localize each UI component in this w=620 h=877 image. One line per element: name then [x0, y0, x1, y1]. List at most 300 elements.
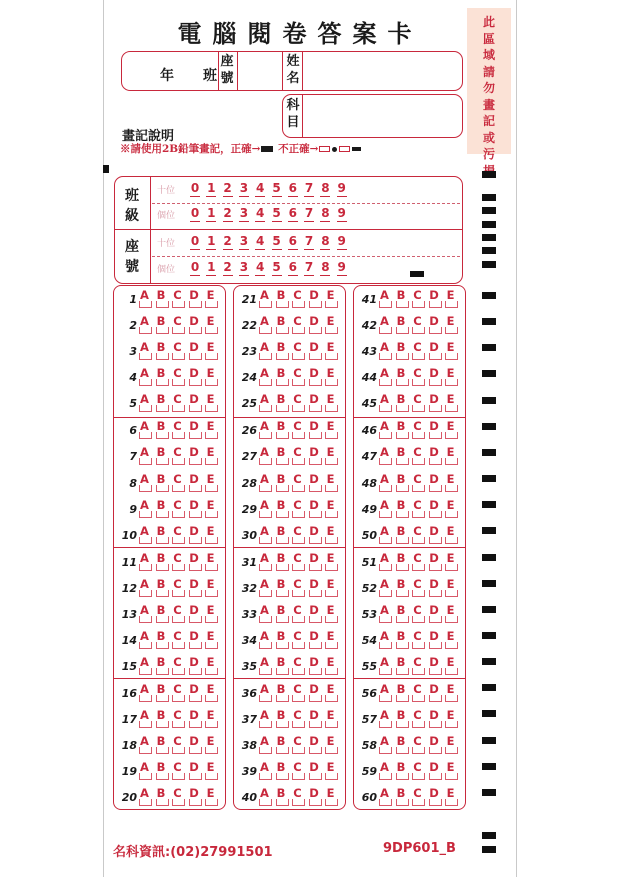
answer-option[interactable]: B — [156, 288, 166, 302]
answer-option[interactable]: E — [206, 681, 215, 696]
answer-bubble[interactable] — [292, 747, 305, 754]
answer-option[interactable]: E — [326, 734, 335, 749]
answer-bubble[interactable] — [309, 747, 322, 754]
digit-option[interactable]: 5 — [272, 234, 281, 248]
answer-bubble[interactable] — [325, 668, 338, 675]
answer-option[interactable]: D — [189, 576, 199, 591]
answer-option[interactable]: D — [309, 314, 319, 329]
answer-option[interactable]: D — [429, 340, 439, 355]
answer-bubble[interactable] — [189, 747, 202, 754]
digit-option[interactable]: 9 — [337, 234, 346, 248]
answer-bubble[interactable] — [396, 564, 409, 571]
answer-option[interactable]: C — [293, 550, 302, 565]
answer-bubble[interactable] — [325, 721, 338, 728]
answer-option[interactable]: B — [276, 471, 286, 486]
answer-option[interactable]: B — [396, 497, 406, 512]
answer-option[interactable]: D — [189, 602, 199, 617]
answer-option[interactable]: A — [260, 471, 269, 486]
answer-bubble[interactable] — [396, 773, 409, 780]
answer-bubble[interactable] — [292, 642, 305, 649]
answer-option[interactable]: A — [140, 392, 149, 407]
answer-bubble[interactable] — [205, 301, 218, 308]
digit-option[interactable]: 8 — [321, 260, 330, 274]
answer-option[interactable]: D — [309, 708, 319, 722]
answer-option[interactable]: A — [260, 445, 269, 460]
answer-option[interactable]: B — [156, 366, 166, 381]
answer-option[interactable]: D — [429, 655, 439, 669]
answer-option[interactable]: C — [413, 497, 422, 512]
answer-bubble[interactable] — [205, 537, 218, 544]
answer-option[interactable]: B — [276, 708, 286, 722]
answer-option[interactable]: B — [276, 497, 286, 512]
answer-option[interactable]: C — [173, 497, 182, 512]
answer-option[interactable]: A — [380, 550, 389, 565]
answer-bubble[interactable] — [292, 721, 305, 728]
answer-option[interactable]: A — [380, 445, 389, 460]
answer-bubble[interactable] — [156, 458, 169, 465]
digit-option[interactable]: 5 — [272, 181, 281, 195]
answer-option[interactable]: A — [380, 628, 389, 643]
answer-bubble[interactable] — [172, 301, 185, 308]
answer-bubble[interactable] — [412, 353, 425, 360]
answer-bubble[interactable] — [445, 301, 458, 308]
answer-option[interactable]: B — [396, 419, 406, 434]
answer-bubble[interactable] — [325, 485, 338, 492]
answer-option[interactable]: B — [276, 602, 286, 617]
answer-option[interactable]: E — [206, 655, 215, 669]
answer-option[interactable]: C — [413, 366, 422, 381]
answer-bubble[interactable] — [139, 695, 152, 702]
answer-bubble[interactable] — [309, 721, 322, 728]
answer-bubble[interactable] — [172, 353, 185, 360]
answer-option[interactable]: C — [413, 288, 422, 302]
answer-option[interactable]: C — [293, 576, 302, 591]
answer-bubble[interactable] — [379, 485, 392, 492]
answer-bubble[interactable] — [259, 616, 272, 623]
answer-option[interactable]: D — [309, 340, 319, 355]
answer-bubble[interactable] — [396, 590, 409, 597]
answer-option[interactable]: B — [156, 550, 166, 565]
answer-bubble[interactable] — [276, 511, 289, 518]
answer-bubble[interactable] — [189, 695, 202, 702]
answer-option[interactable]: C — [173, 786, 182, 801]
answer-option[interactable]: C — [413, 655, 422, 669]
answer-option[interactable]: A — [140, 708, 149, 722]
answer-bubble[interactable] — [325, 642, 338, 649]
answer-bubble[interactable] — [429, 485, 442, 492]
answer-option[interactable]: A — [380, 655, 389, 669]
answer-bubble[interactable] — [205, 642, 218, 649]
answer-option[interactable]: B — [276, 523, 286, 538]
answer-option[interactable]: C — [293, 523, 302, 538]
answer-bubble[interactable] — [139, 773, 152, 780]
answer-bubble[interactable] — [396, 485, 409, 492]
answer-bubble[interactable] — [139, 642, 152, 649]
answer-option[interactable]: D — [309, 786, 319, 801]
answer-option[interactable]: D — [429, 523, 439, 538]
answer-bubble[interactable] — [172, 668, 185, 675]
digit-option[interactable]: 5 — [272, 206, 281, 220]
answer-option[interactable]: A — [260, 708, 269, 722]
answer-option[interactable]: B — [276, 760, 286, 775]
answer-option[interactable]: C — [413, 628, 422, 643]
answer-bubble[interactable] — [325, 537, 338, 544]
answer-bubble[interactable] — [309, 301, 322, 308]
answer-option[interactable]: C — [173, 340, 182, 355]
answer-option[interactable]: E — [206, 445, 215, 460]
answer-option[interactable]: B — [276, 419, 286, 434]
answer-option[interactable]: A — [140, 602, 149, 617]
answer-bubble[interactable] — [445, 353, 458, 360]
answer-bubble[interactable] — [445, 668, 458, 675]
answer-option[interactable]: B — [156, 786, 166, 801]
answer-bubble[interactable] — [325, 590, 338, 597]
answer-bubble[interactable] — [172, 642, 185, 649]
answer-option[interactable]: D — [309, 523, 319, 538]
answer-bubble[interactable] — [412, 458, 425, 465]
answer-option[interactable]: D — [189, 366, 199, 381]
answer-bubble[interactable] — [445, 747, 458, 754]
answer-bubble[interactable] — [156, 485, 169, 492]
answer-option[interactable]: D — [429, 708, 439, 722]
answer-option[interactable]: B — [156, 655, 166, 669]
digit-option[interactable]: 1 — [207, 260, 216, 274]
answer-option[interactable]: B — [396, 655, 406, 669]
answer-option[interactable]: C — [293, 340, 302, 355]
answer-bubble[interactable] — [445, 537, 458, 544]
answer-bubble[interactable] — [189, 458, 202, 465]
answer-option[interactable]: E — [206, 471, 215, 486]
digit-option[interactable]: 3 — [239, 206, 249, 220]
answer-option[interactable]: A — [260, 366, 269, 381]
answer-bubble[interactable] — [429, 327, 442, 334]
answer-bubble[interactable] — [396, 695, 409, 702]
answer-option[interactable]: C — [173, 288, 182, 302]
answer-bubble[interactable] — [429, 721, 442, 728]
answer-bubble[interactable] — [259, 773, 272, 780]
answer-bubble[interactable] — [205, 511, 218, 518]
answer-bubble[interactable] — [139, 590, 152, 597]
answer-option[interactable]: B — [276, 550, 286, 565]
answer-option[interactable]: D — [309, 392, 319, 407]
answer-bubble[interactable] — [292, 485, 305, 492]
answer-option[interactable]: A — [140, 419, 149, 434]
answer-option[interactable]: A — [260, 340, 269, 355]
answer-option[interactable]: A — [140, 340, 149, 355]
answer-option[interactable]: C — [173, 419, 182, 434]
answer-bubble[interactable] — [156, 301, 169, 308]
answer-option[interactable]: A — [260, 628, 269, 643]
answer-option[interactable]: B — [156, 734, 166, 749]
answer-bubble[interactable] — [445, 721, 458, 728]
answer-bubble[interactable] — [172, 537, 185, 544]
answer-bubble[interactable] — [205, 379, 218, 386]
answer-option[interactable]: E — [326, 655, 335, 669]
answer-option[interactable]: A — [140, 497, 149, 512]
answer-bubble[interactable] — [396, 301, 409, 308]
answer-bubble[interactable] — [292, 511, 305, 518]
answer-option[interactable]: C — [173, 628, 182, 643]
answer-bubble[interactable] — [156, 511, 169, 518]
answer-option[interactable]: E — [326, 760, 335, 775]
answer-option[interactable]: D — [309, 288, 319, 302]
answer-option[interactable]: C — [173, 445, 182, 460]
answer-option[interactable]: D — [309, 445, 319, 460]
answer-bubble[interactable] — [445, 564, 458, 571]
answer-bubble[interactable] — [276, 327, 289, 334]
answer-bubble[interactable] — [396, 642, 409, 649]
answer-bubble[interactable] — [325, 799, 338, 806]
answer-option[interactable]: E — [326, 523, 335, 538]
answer-option[interactable]: E — [446, 314, 455, 329]
answer-option[interactable]: B — [396, 786, 406, 801]
answer-bubble[interactable] — [325, 616, 338, 623]
answer-option[interactable]: C — [413, 576, 422, 591]
digit-option[interactable]: 6 — [288, 234, 297, 248]
answer-option[interactable]: D — [429, 288, 439, 302]
answer-bubble[interactable] — [429, 301, 442, 308]
answer-bubble[interactable] — [445, 695, 458, 702]
answer-option[interactable]: A — [140, 523, 149, 538]
answer-option[interactable]: E — [326, 419, 335, 434]
answer-bubble[interactable] — [292, 590, 305, 597]
answer-option[interactable]: E — [446, 550, 455, 565]
digit-option[interactable]: 7 — [304, 260, 314, 274]
answer-bubble[interactable] — [259, 695, 272, 702]
answer-bubble[interactable] — [309, 799, 322, 806]
answer-bubble[interactable] — [276, 458, 289, 465]
answer-bubble[interactable] — [139, 616, 152, 623]
answer-bubble[interactable] — [412, 747, 425, 754]
answer-option[interactable]: E — [206, 786, 215, 801]
answer-option[interactable]: C — [293, 708, 302, 722]
answer-option[interactable]: B — [156, 576, 166, 591]
answer-option[interactable]: E — [446, 288, 455, 302]
digit-option[interactable]: 7 — [304, 181, 314, 195]
answer-bubble[interactable] — [379, 642, 392, 649]
answer-bubble[interactable] — [309, 379, 322, 386]
answer-bubble[interactable] — [172, 432, 185, 439]
answer-bubble[interactable] — [205, 616, 218, 623]
answer-bubble[interactable] — [325, 301, 338, 308]
answer-bubble[interactable] — [172, 511, 185, 518]
answer-option[interactable]: E — [326, 314, 335, 329]
digit-option[interactable]: 6 — [288, 181, 297, 195]
answer-bubble[interactable] — [309, 432, 322, 439]
answer-bubble[interactable] — [139, 458, 152, 465]
answer-option[interactable]: D — [429, 734, 439, 749]
answer-bubble[interactable] — [379, 432, 392, 439]
answer-option[interactable]: D — [429, 786, 439, 801]
answer-bubble[interactable] — [139, 432, 152, 439]
answer-bubble[interactable] — [292, 773, 305, 780]
answer-bubble[interactable] — [189, 799, 202, 806]
answer-bubble[interactable] — [309, 668, 322, 675]
answer-option[interactable]: D — [429, 497, 439, 512]
answer-bubble[interactable] — [189, 353, 202, 360]
answer-bubble[interactable] — [412, 485, 425, 492]
answer-bubble[interactable] — [396, 537, 409, 544]
answer-bubble[interactable] — [292, 327, 305, 334]
answer-bubble[interactable] — [429, 747, 442, 754]
answer-bubble[interactable] — [429, 432, 442, 439]
answer-option[interactable]: E — [326, 681, 335, 696]
answer-bubble[interactable] — [309, 485, 322, 492]
answer-option[interactable]: E — [326, 471, 335, 486]
answer-option[interactable]: D — [429, 576, 439, 591]
answer-option[interactable]: C — [173, 760, 182, 775]
answer-bubble[interactable] — [139, 721, 152, 728]
digit-option[interactable]: 6 — [288, 260, 297, 274]
answer-option[interactable]: D — [429, 471, 439, 486]
answer-option[interactable]: E — [206, 602, 215, 617]
answer-option[interactable]: D — [189, 392, 199, 407]
answer-bubble[interactable] — [276, 590, 289, 597]
answer-option[interactable]: E — [326, 576, 335, 591]
answer-bubble[interactable] — [379, 537, 392, 544]
answer-option[interactable]: C — [293, 314, 302, 329]
answer-bubble[interactable] — [189, 405, 202, 412]
answer-option[interactable]: C — [293, 366, 302, 381]
answer-bubble[interactable] — [309, 511, 322, 518]
answer-bubble[interactable] — [325, 327, 338, 334]
answer-bubble[interactable] — [276, 537, 289, 544]
answer-bubble[interactable] — [412, 511, 425, 518]
answer-bubble[interactable] — [396, 799, 409, 806]
answer-option[interactable]: B — [396, 760, 406, 775]
answer-option[interactable]: C — [413, 419, 422, 434]
answer-bubble[interactable] — [139, 405, 152, 412]
answer-bubble[interactable] — [205, 485, 218, 492]
answer-option[interactable]: D — [309, 628, 319, 643]
answer-bubble[interactable] — [292, 458, 305, 465]
answer-bubble[interactable] — [259, 485, 272, 492]
answer-option[interactable]: B — [396, 576, 406, 591]
answer-option[interactable]: D — [189, 445, 199, 460]
answer-option[interactable]: D — [429, 550, 439, 565]
answer-bubble[interactable] — [292, 564, 305, 571]
digit-option[interactable]: 9 — [337, 260, 346, 274]
answer-option[interactable]: D — [189, 340, 199, 355]
answer-bubble[interactable] — [412, 616, 425, 623]
answer-option[interactable]: A — [260, 760, 269, 775]
answer-bubble[interactable] — [379, 458, 392, 465]
answer-bubble[interactable] — [276, 721, 289, 728]
answer-option[interactable]: A — [260, 392, 269, 407]
answer-bubble[interactable] — [325, 511, 338, 518]
answer-option[interactable]: E — [446, 628, 455, 643]
answer-bubble[interactable] — [172, 747, 185, 754]
answer-bubble[interactable] — [205, 668, 218, 675]
answer-bubble[interactable] — [379, 616, 392, 623]
answer-bubble[interactable] — [172, 327, 185, 334]
answer-option[interactable]: A — [380, 471, 389, 486]
answer-bubble[interactable] — [189, 485, 202, 492]
answer-option[interactable]: E — [206, 419, 215, 434]
answer-option[interactable]: E — [446, 576, 455, 591]
answer-option[interactable]: A — [140, 734, 149, 749]
digit-option[interactable]: 4 — [256, 234, 265, 248]
answer-bubble[interactable] — [139, 301, 152, 308]
answer-option[interactable]: B — [396, 708, 406, 722]
answer-bubble[interactable] — [429, 379, 442, 386]
answer-bubble[interactable] — [189, 564, 202, 571]
digit-option[interactable]: 2 — [223, 260, 232, 274]
answer-option[interactable]: D — [189, 497, 199, 512]
answer-option[interactable]: A — [260, 681, 269, 696]
answer-option[interactable]: A — [140, 288, 149, 302]
answer-bubble[interactable] — [396, 353, 409, 360]
answer-option[interactable]: B — [276, 576, 286, 591]
answer-option[interactable]: D — [429, 392, 439, 407]
answer-bubble[interactable] — [172, 458, 185, 465]
answer-option[interactable]: E — [206, 550, 215, 565]
answer-option[interactable]: B — [396, 392, 406, 407]
digit-option[interactable]: 8 — [321, 181, 330, 195]
answer-option[interactable]: E — [326, 602, 335, 617]
answer-option[interactable]: D — [189, 734, 199, 749]
answer-option[interactable]: A — [140, 681, 149, 696]
digit-option[interactable]: 1 — [207, 234, 216, 248]
answer-option[interactable]: D — [429, 314, 439, 329]
digit-option[interactable]: 3 — [239, 234, 249, 248]
answer-option[interactable]: A — [260, 655, 269, 669]
answer-option[interactable]: E — [326, 288, 335, 302]
answer-bubble[interactable] — [276, 301, 289, 308]
answer-option[interactable]: A — [260, 734, 269, 749]
digit-option[interactable]: 1 — [207, 206, 216, 220]
answer-option[interactable]: A — [140, 471, 149, 486]
answer-bubble[interactable] — [325, 458, 338, 465]
answer-bubble[interactable] — [396, 379, 409, 386]
answer-option[interactable]: A — [380, 340, 389, 355]
answer-option[interactable]: E — [206, 576, 215, 591]
answer-option[interactable]: B — [396, 550, 406, 565]
answer-bubble[interactable] — [172, 485, 185, 492]
digit-option[interactable]: 1 — [207, 181, 216, 195]
answer-option[interactable]: A — [380, 576, 389, 591]
answer-bubble[interactable] — [445, 773, 458, 780]
answer-option[interactable]: C — [413, 314, 422, 329]
answer-option[interactable]: D — [429, 681, 439, 696]
answer-option[interactable]: C — [413, 786, 422, 801]
answer-bubble[interactable] — [325, 564, 338, 571]
answer-option[interactable]: A — [260, 602, 269, 617]
answer-bubble[interactable] — [309, 695, 322, 702]
answer-bubble[interactable] — [325, 695, 338, 702]
answer-bubble[interactable] — [379, 379, 392, 386]
answer-bubble[interactable] — [156, 405, 169, 412]
answer-option[interactable]: A — [380, 392, 389, 407]
answer-option[interactable]: C — [173, 708, 182, 722]
digit-option[interactable]: 6 — [288, 206, 297, 220]
answer-bubble[interactable] — [259, 642, 272, 649]
answer-bubble[interactable] — [156, 799, 169, 806]
answer-option[interactable]: B — [156, 760, 166, 775]
answer-option[interactable]: E — [326, 550, 335, 565]
answer-option[interactable]: C — [173, 366, 182, 381]
answer-bubble[interactable] — [379, 327, 392, 334]
answer-option[interactable]: C — [173, 471, 182, 486]
answer-option[interactable]: C — [173, 602, 182, 617]
answer-bubble[interactable] — [445, 405, 458, 412]
answer-bubble[interactable] — [259, 721, 272, 728]
answer-bubble[interactable] — [205, 564, 218, 571]
answer-option[interactable]: A — [140, 655, 149, 669]
digit-option[interactable]: 8 — [321, 234, 330, 248]
answer-option[interactable]: A — [380, 708, 389, 722]
answer-option[interactable]: E — [206, 340, 215, 355]
